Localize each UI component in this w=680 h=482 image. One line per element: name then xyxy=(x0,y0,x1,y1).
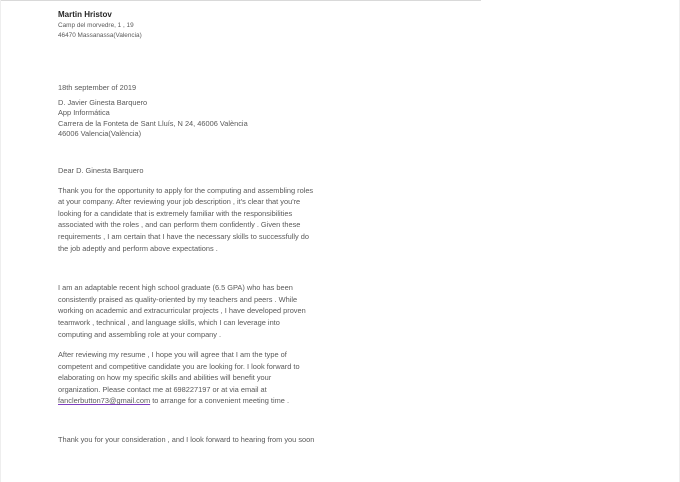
recipient-name: D. Javier Ginesta Barquero xyxy=(58,97,148,107)
salutation: Dear D. Ginesta Barquero xyxy=(58,165,144,175)
sender-address-line1: Camp del morvedre, 1 , 19 xyxy=(58,22,134,29)
paragraph-line: at your company. After reviewing your job description , it's clear that you're xyxy=(58,197,301,207)
paragraph-line: associated with the roles , and can perform them confidently . Given these xyxy=(58,220,301,230)
paragraph-line: the job adeptly and perform above expectations . xyxy=(58,243,218,253)
paragraph-line: I am an adaptable recent high school graduate (6.5 GPA) who has been xyxy=(58,283,293,293)
paragraph-3 xyxy=(58,349,358,407)
letter-date: 18th september of 2019 xyxy=(58,83,137,92)
paragraph-line: consistently praised as quality-oriented by my teachers and peers . While xyxy=(58,294,298,304)
paragraph-line: computing and assembling role at your company . xyxy=(58,329,222,339)
paragraph-line: looking for a candidate that is extremely familiar with the responsibilities xyxy=(58,208,293,218)
paragraph-tail: to arrange for a convenient meeting time . xyxy=(150,396,289,406)
recipient-company: App Informática xyxy=(58,108,110,118)
closing-line: Thank you for your consideration , and I look forward to hearing from you soon xyxy=(58,435,315,445)
paragraph-line-last xyxy=(58,395,358,407)
paragraph-line: working on academic and extracurricular projects , I have developed proven xyxy=(58,306,306,316)
recipient-address-line1: Carrera de la Fonteta de Sant Lluís, N 24, 46006 València xyxy=(58,118,248,128)
sender-name: Martin Hristov xyxy=(58,10,112,19)
recipient-address-line2: 46006 Valencia(València) xyxy=(58,129,142,139)
paragraph-line: After reviewing my resume , I hope you will agree that I am the type of xyxy=(58,350,287,360)
paragraph-line: teamwork , technical , and language skills, which I can leverage into xyxy=(58,317,280,327)
email-link[interactable]: fanclerbutton73@gmail.com xyxy=(58,396,151,406)
paragraph-line: Thank you for the opportunity to apply for the computing and assembling roles xyxy=(58,185,314,195)
top-divider xyxy=(1,0,481,1)
paragraph-line: requirements , I am certain that I have the necessary skills to successfully do xyxy=(58,231,309,241)
cover-letter xyxy=(58,9,358,446)
paragraph-2 xyxy=(58,282,358,340)
paragraph-line: organization. Please contact me at 698227197 or at via email at xyxy=(58,384,267,394)
paragraph-line: competent and competitive candidate you are looking for. I look forward to xyxy=(58,361,300,371)
paragraph-line: elaborating on how my specific skills and abilities will benefit your xyxy=(58,373,272,383)
sender-address-line2: 46470 Massanassa(Valencia) xyxy=(58,32,142,39)
paragraph-1 xyxy=(58,185,358,255)
